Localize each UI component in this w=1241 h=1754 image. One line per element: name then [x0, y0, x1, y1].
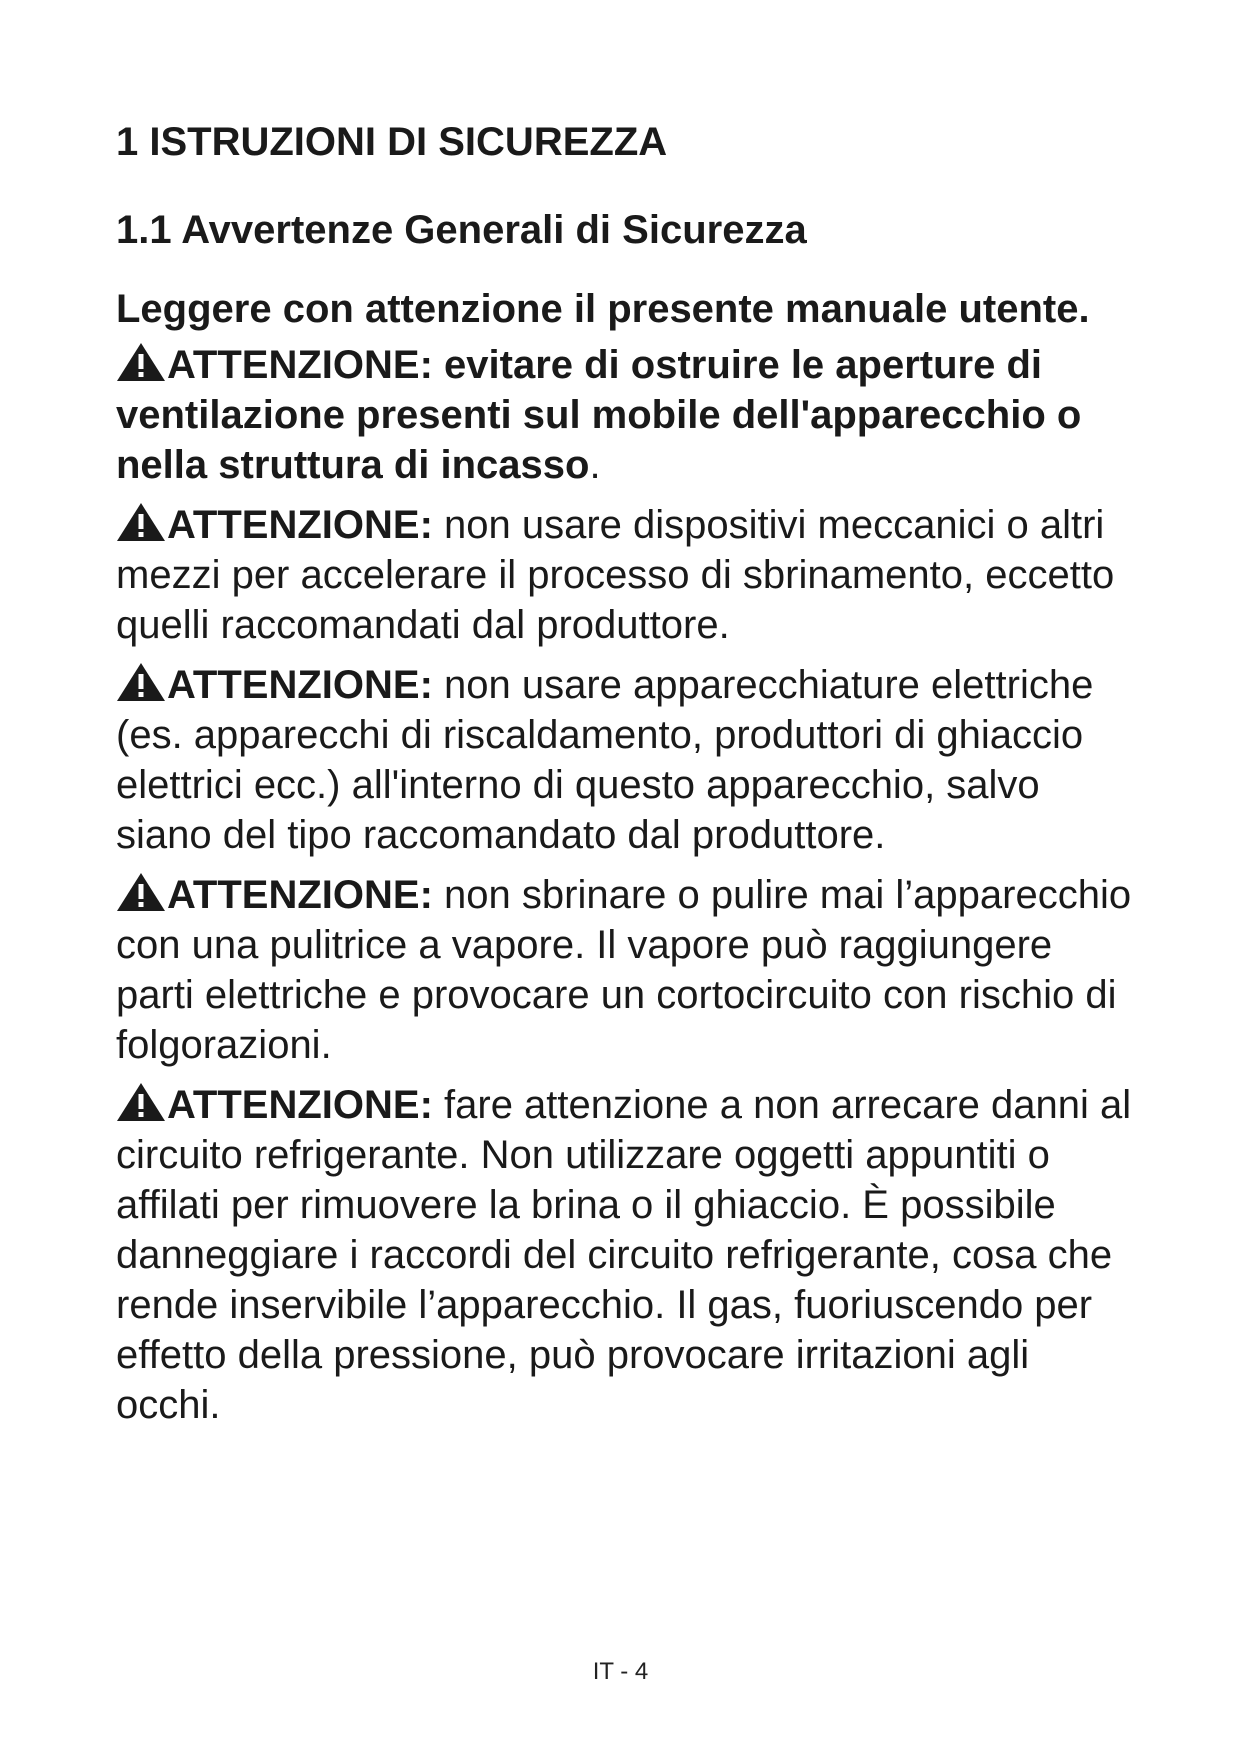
warning-label: ATTENZIONE:	[167, 1083, 433, 1127]
warning-triangle-icon	[116, 342, 166, 382]
warning-text: non sbrinare o pulire mai l’apparecchio con una pulitrice a vapore. Il vapore può raggiungere parti elettriche e provocare un cortocircuito con rischio di folgorazioni.	[116, 873, 1132, 1067]
subsection-title: 1.1 Avvertenze Generali di Sicurezza	[116, 208, 807, 252]
warning-label: ATTENZIONE:	[167, 873, 433, 917]
warning-paragraph-2	[116, 500, 1136, 650]
warning-paragraph-5	[116, 1080, 1136, 1430]
warning-paragraph-3	[116, 660, 1136, 860]
warning-text: non usare dispositivi meccanici o altri mezzi per accelerare il processo di sbrinamento, eccetto quelli raccomandati dal produttore.	[116, 503, 1115, 647]
warning-label: ATTENZIONE:	[167, 663, 433, 707]
warning-triangle-icon	[116, 502, 166, 542]
warning-text: .	[589, 443, 601, 487]
warning-label: ATTENZIONE:	[167, 503, 433, 547]
warning-label: ATTENZIONE:	[167, 343, 433, 387]
warning-text-bold: evitare di ostruire le aperture di ventilazione presenti sul mobile dell'apparecchio o nella struttura di incasso	[116, 343, 1082, 487]
warning-paragraph-1	[116, 340, 1136, 490]
intro-paragraph: Leggere con attenzione il presente manuale utente.	[116, 287, 1090, 331]
warning-text: non usare apparecchiature elettriche (es. apparecchi di riscaldamento, produttori di ghiaccio elettrici ecc.) all'interno di questo apparecchio, salvo siano del tipo raccomandato dal produttore.	[116, 663, 1094, 857]
page-number: IT - 4	[592, 1658, 649, 1685]
page-content	[116, 118, 1136, 1440]
warning-triangle-icon	[116, 662, 166, 702]
warning-text: fare attenzione a non arrecare danni al circuito refrigerante. Non utilizzare oggetti appuntiti o affilati per rimuovere la brina o il ghiaccio. È possibile danneggiare i raccordi del circuito refrigerante, cosa che rende inservibile l’apparecchio. Il gas, fuoriuscendo per effetto della pressione, può provocare irritazioni agli occhi.	[116, 1083, 1132, 1427]
warning-paragraph-4	[116, 870, 1136, 1070]
section-title: 1 ISTRUZIONI DI SICUREZZA	[116, 120, 668, 164]
warning-triangle-icon	[116, 1082, 166, 1122]
warning-triangle-icon	[116, 872, 166, 912]
